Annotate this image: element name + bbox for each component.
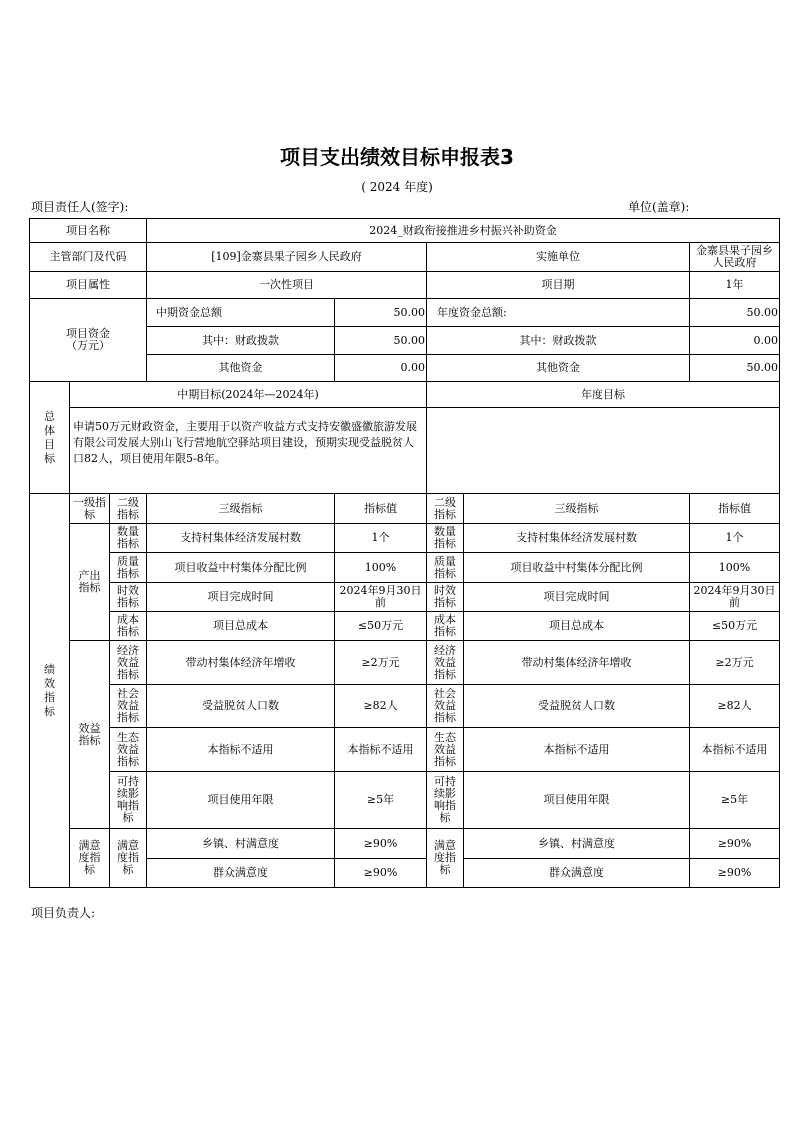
other-value-mid: 0.00 xyxy=(335,355,427,382)
output-l2: 数量指标 xyxy=(110,524,147,553)
benefit-l3-year: 带动村集体经济年增收 xyxy=(464,641,690,685)
output-l3-year: 项目总成本 xyxy=(464,612,690,641)
project-name-value: 2024_财政衔接推进乡村振兴补助资金 xyxy=(147,219,780,243)
benefit-value-year: 本指标不适用 xyxy=(690,728,780,772)
fund-label: 项目资金（万元） xyxy=(30,299,147,382)
benefit-l2-year: 社会效益指标 xyxy=(427,685,464,728)
dept-label: 主管部门及代码 xyxy=(30,243,147,272)
header-level2: 二级指标 xyxy=(110,494,147,524)
satisfaction-value-year: ≥90% xyxy=(690,859,780,888)
project-name-label: 项目名称 xyxy=(30,219,147,243)
satisfaction-l2-year: 满意度指标 xyxy=(427,829,464,888)
benefit-l3: 带动村集体经济年增收 xyxy=(147,641,335,685)
benefit-l2-year: 可持续影响指标 xyxy=(427,772,464,829)
header-level2-year: 二级指标 xyxy=(427,494,464,524)
output-l2: 质量指标 xyxy=(110,553,147,583)
attr-value: 一次性项目 xyxy=(147,272,427,299)
other-label-year: 其他资金 xyxy=(427,355,690,382)
benefit-l3-year: 受益脱贫人口数 xyxy=(464,685,690,728)
benefit-l3: 本指标不适用 xyxy=(147,728,335,772)
attr-label: 项目属性 xyxy=(30,272,147,299)
year-total-value: 50.00 xyxy=(690,299,780,327)
output-value: ≤50万元 xyxy=(335,612,427,641)
mid-total-label: 中期资金总额 xyxy=(147,299,335,327)
form-title: 项目支出绩效目标申报表3 xyxy=(280,145,514,169)
output-l3: 项目收益中村集体分配比例 xyxy=(147,553,335,583)
benefit-value-year: ≥82人 xyxy=(690,685,780,728)
benefit-l2-year: 经济效益指标 xyxy=(427,641,464,685)
year-goal-text xyxy=(427,408,780,494)
header-level3: 三级指标 xyxy=(147,494,335,524)
mid-total-value: 50.00 xyxy=(335,299,427,327)
header-value: 指标值 xyxy=(335,494,427,524)
year-line: ( 2024 年度) xyxy=(361,180,433,194)
benefit-value: ≥5年 xyxy=(335,772,427,829)
fiscal-value-mid: 50.00 xyxy=(335,327,427,355)
output-l3-year: 项目完成时间 xyxy=(464,583,690,612)
benefit-l2: 社会效益指标 xyxy=(110,685,147,728)
benefit-value-year: ≥2万元 xyxy=(690,641,780,685)
other-value-year: 50.00 xyxy=(690,355,780,382)
fiscal-value-year: 0.00 xyxy=(690,327,780,355)
satisfaction-value: ≥90% xyxy=(335,829,427,859)
mid-goal-text: 申请50万元财政资金，主要用于以资产收益方式支持安徽盛徽旅游发展有限公司发展大别山飞行营地航空驿站项目建设，预期实现受益脱贫人口82人，项目使用年限5-8年。 xyxy=(70,408,427,494)
impl-unit-value: 金寨县果子园乡人民政府 xyxy=(690,243,780,272)
period-label: 项目期 xyxy=(427,272,690,299)
project-lead-label: 项目负责人: xyxy=(31,906,96,920)
other-label-mid: 其他资金 xyxy=(147,355,335,382)
dept-value: [109]金寨县果子园乡人民政府 xyxy=(147,243,427,272)
benefit-l3-year: 项目使用年限 xyxy=(464,772,690,829)
header-value-year: 指标值 xyxy=(690,494,780,524)
period-value: 1年 xyxy=(690,272,780,299)
year-goal-header: 年度目标 xyxy=(427,382,780,408)
responsible-sign-label: 项目责任人(签字): xyxy=(31,200,129,214)
output-l3: 项目总成本 xyxy=(147,612,335,641)
output-value-year: 1个 xyxy=(690,524,780,553)
benefit-l3: 受益脱贫人口数 xyxy=(147,685,335,728)
perf-indicator-label: 绩效指标 xyxy=(30,494,70,888)
output-value-year: 2024年9月30日 前 xyxy=(690,583,780,612)
benefit-value: 本指标不适用 xyxy=(335,728,427,772)
satisfaction-l3-year: 乡镇、村满意度 xyxy=(464,829,690,859)
mid-goal-header: 中期目标(2024年—2024年) xyxy=(70,382,427,408)
satisfaction-value: ≥90% xyxy=(335,859,427,888)
benefit-l2: 生态效益指标 xyxy=(110,728,147,772)
year-total-label: 年度资金总额: xyxy=(427,299,690,327)
output-value: 100% xyxy=(335,553,427,583)
satisfaction-l3-year: 群众满意度 xyxy=(464,859,690,888)
output-l3: 项目完成时间 xyxy=(147,583,335,612)
output-l2: 时效指标 xyxy=(110,583,147,612)
unit-seal-label: 单位(盖章): xyxy=(628,200,690,214)
output-l2-year: 时效指标 xyxy=(427,583,464,612)
benefit-l3: 项目使用年限 xyxy=(147,772,335,829)
output-value-year: 100% xyxy=(690,553,780,583)
output-indicator-label: 产出指标 xyxy=(70,524,110,641)
satisfaction-indicator-label: 满意度指标 xyxy=(70,829,110,888)
performance-table xyxy=(29,218,780,888)
output-l2: 成本指标 xyxy=(110,612,147,641)
benefit-value: ≥2万元 xyxy=(335,641,427,685)
output-l3-year: 支持村集体经济发展村数 xyxy=(464,524,690,553)
fiscal-label-year: 其中：财政拨款 xyxy=(427,327,690,355)
header-level1: 一级指标 xyxy=(70,494,110,524)
output-l3-year: 项目收益中村集体分配比例 xyxy=(464,553,690,583)
benefit-indicator-label: 效益指标 xyxy=(70,641,110,829)
output-l2-year: 数量指标 xyxy=(427,524,464,553)
satisfaction-l3: 乡镇、村满意度 xyxy=(147,829,335,859)
output-value-year: ≤50万元 xyxy=(690,612,780,641)
output-value: 1个 xyxy=(335,524,427,553)
benefit-l3-year: 本指标不适用 xyxy=(464,728,690,772)
output-l3: 支持村集体经济发展村数 xyxy=(147,524,335,553)
benefit-value-year: ≥5年 xyxy=(690,772,780,829)
benefit-value: ≥82人 xyxy=(335,685,427,728)
impl-unit-label: 实施单位 xyxy=(427,243,690,272)
output-value: 2024年9月30日前 xyxy=(335,583,427,612)
overall-goal-label: 总体目标 xyxy=(30,382,70,494)
output-l2-year: 成本指标 xyxy=(427,612,464,641)
satisfaction-value-year: ≥90% xyxy=(690,829,780,859)
header-level3-year: 三级指标 xyxy=(464,494,690,524)
satisfaction-l2: 满意度指标 xyxy=(110,829,147,888)
benefit-l2: 经济效益指标 xyxy=(110,641,147,685)
benefit-l2-year: 生态效益指标 xyxy=(427,728,464,772)
satisfaction-l3: 群众满意度 xyxy=(147,859,335,888)
output-l2-year: 质量指标 xyxy=(427,553,464,583)
benefit-l2: 可持续影响指标 xyxy=(110,772,147,829)
fiscal-label-mid: 其中：财政拨款 xyxy=(147,327,335,355)
